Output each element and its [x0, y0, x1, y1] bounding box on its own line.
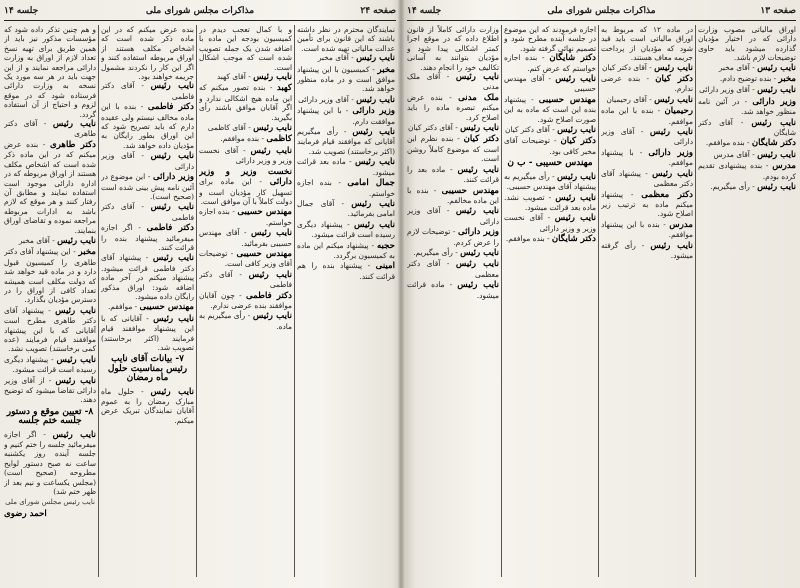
speaker-name: نایب رئیس — [248, 269, 292, 280]
speaker-line — [199, 146, 292, 166]
column-divider — [501, 25, 502, 577]
speaker-line — [101, 202, 194, 222]
speaker-line — [4, 236, 96, 246]
paragraph: - بنده اجازه خواستم. — [297, 178, 395, 198]
speaker-name: رحیمیان — [664, 106, 693, 117]
speaker-line — [199, 72, 292, 82]
speaker-line — [4, 355, 96, 375]
speaker-name: نایب رئیس — [649, 127, 693, 138]
speaker-line — [601, 169, 693, 189]
paragraph: - توضیحات آقای مخبر کافی بود. — [504, 136, 596, 156]
paragraph: - رأی میگیریم به پیشنهاد آقای مهندس حسیبی. — [504, 171, 596, 192]
speaker-line — [101, 302, 194, 312]
speaker-line — [297, 65, 395, 94]
speaker-name: مدرس — [669, 219, 693, 230]
speaker-line — [504, 234, 596, 244]
speaker-name: نایب رئیس — [356, 53, 395, 64]
speaker-name: نایب رئیس — [150, 202, 194, 213]
paragraph: - آقای دکتر شایگان — [698, 117, 796, 138]
speaker-name: نایب رئیس — [650, 240, 693, 251]
speaker-name: نایب رئیس — [356, 94, 395, 105]
speaker-line — [199, 207, 292, 227]
paragraph: - اگر اجازه میفرمائید جلسه را ختم کنیم و جلسه آینده روز یکشنبه ساعت نه صبح دستور لوایح مطروحه (صحیح است) (مجلس یکساعت و نیم بعد از ظهر ختم شد) — [4, 429, 96, 497]
speaker-line — [504, 136, 596, 156]
paragraph: - آقای دکتر فاطمی — [101, 81, 194, 101]
speaker-name: نایب رئیس — [250, 228, 292, 239]
speaker-name: نایب رئیس — [460, 123, 499, 134]
speaker-name: وزیر دارائی — [752, 96, 796, 107]
speaker-line — [601, 148, 693, 168]
speaker-name: مهندس حسیبی — [236, 248, 292, 259]
speaker-line — [101, 151, 194, 171]
paragraph: - آقای دکتر کیان — [601, 62, 652, 72]
paragraph: - آقای نخست وزیر و وزیر دارائی — [199, 145, 292, 166]
paragraph: - آقای ملک مدنی — [407, 72, 499, 92]
speaker-line — [698, 161, 796, 181]
speaker-name: نایب رئیس — [351, 198, 395, 209]
speaker-name: دکتر شایگان — [549, 53, 596, 64]
speaker-name: نایب رئیس — [554, 213, 596, 224]
paragraph: - آقای رحیمیان — [606, 94, 652, 104]
speaker-name: دکتر معظمی — [641, 189, 693, 200]
speaker-name: کهبد — [276, 83, 292, 94]
section-heading: مهندس حسیبی - ب ن — [507, 158, 593, 169]
speaker-name: وزیر دارائی — [352, 106, 395, 117]
speaker-name: مهندس حسیبی — [139, 302, 194, 313]
speaker-name: نایب رئیس — [150, 386, 194, 397]
left-page-session: جلسه ۱۴ — [4, 6, 39, 16]
speaker-line — [4, 140, 96, 235]
paragraph: - آقای مهندس حسیبی — [504, 74, 596, 94]
paragraph: - این پیشنهاد آقای دکتر طاهری را کمیسیون قبول دارد و در ماده قید خواهد شد که دولت مکلف است همیشه تعداد کافی از اوراق را در دسترس مؤدیان بگذارد. — [4, 247, 96, 305]
paragraph: - آقای دکتر معظمی — [407, 259, 499, 279]
speaker-name: نایب رئیس — [150, 151, 194, 162]
speaker-name: نایب رئیس — [355, 157, 395, 168]
paragraph: - ماده قرائت میشود. — [407, 280, 499, 300]
paragraph: - آقای دکتر کیان — [407, 123, 458, 133]
paragraph: - آقای کهبد — [216, 72, 251, 82]
right-page-number: صفحه ۱۳ — [760, 6, 796, 16]
paragraph: - با این پیشنهاد موافقت دارم. — [297, 106, 395, 126]
speaker-line — [407, 93, 499, 122]
speaker-line — [297, 157, 395, 177]
speaker-line — [407, 206, 499, 226]
speaker-name: نایب رئیس — [250, 145, 292, 156]
paragraph: - آقای مخبر — [317, 53, 354, 63]
speaker-line — [4, 119, 96, 139]
speaker-name: نایب رئیس — [352, 127, 395, 138]
paragraph: بنده عرض میکنم که در این ماده ذکر شده است که اشخاص مکلف هستند از اوراق مربوطه استفاده کنند و اگر این کار را نکردند مشمول جریمه خواهند بود. — [101, 25, 194, 82]
speaker-name: کاظمی — [266, 134, 292, 145]
column-divider — [98, 25, 99, 577]
speaker-line — [601, 74, 693, 94]
speaker-name: نایب رئیس — [152, 253, 194, 264]
speaker-name: نایب رئیس — [757, 85, 796, 96]
speaker-line — [199, 311, 292, 331]
section-heading: ۷- بیانات آقای نایب رئیس بمناسبت حلول ماه رمضان — [107, 354, 188, 384]
speaker-name: مدرس — [772, 161, 796, 172]
paragraph: - آقای مدرس — [713, 149, 755, 159]
speaker-name: دکتر شایگان — [551, 234, 596, 245]
speaker-line — [101, 314, 194, 353]
paragraph: - ماده بعد را قرائت کنند. — [407, 164, 499, 185]
paragraph: - بنده نظرم این است که موضوع کاملاً روشن است. — [407, 134, 499, 164]
speaker-line — [601, 106, 693, 126]
left-column-4 — [297, 25, 395, 581]
right-column-3 — [601, 25, 693, 581]
speaker-name: ملک مدنی — [458, 92, 499, 103]
speaker-line — [504, 95, 596, 124]
right-column-2 — [504, 25, 596, 581]
speaker-name: نایب رئیس — [751, 117, 796, 128]
speaker-line — [199, 123, 292, 133]
speaker-line — [297, 261, 395, 281]
speaker-name: نایب رئیس — [457, 164, 499, 175]
speaker-line — [407, 123, 499, 133]
speaker-line — [698, 85, 796, 95]
speaker-line — [101, 223, 194, 252]
left-header-rule — [4, 20, 396, 21]
speaker-name: نایب رئیس — [55, 305, 96, 316]
paragraph: - بنده اجازه خواستم. — [199, 207, 292, 227]
speaker-name: مهندس حسیبی — [237, 207, 292, 218]
speaker-line — [101, 253, 194, 301]
speaker-name: جمال امامی — [347, 178, 395, 189]
speaker-name: دکتر فاطمی — [147, 102, 194, 113]
speaker-line — [407, 72, 499, 92]
paragraph: - بنده با این ماده مخالف نیستم ولی عقیده دارم که باید تصریح شود که این اوراق بطور رایگان به مؤدیان داده خواهد شد. — [101, 102, 194, 150]
paragraph: - آقای وزیر دارائی — [407, 206, 499, 226]
paragraph: - بنده عرض میکنم که در این ماده ذکر شده است که اشخاص مکلف هستند از اوراق مربوطه که در اداره دارائی موجود است استفاده نمایند و مطابق آن رفتار کنند و هر موقع که لازم باشد به ادارات مربوطه مراجعه نموده و تقاضای اوراق بنمایند. — [4, 139, 96, 235]
paragraph: - بنده با این ماده موافقم. — [601, 106, 693, 126]
paragraph: - رأی میگیریم. — [413, 247, 458, 257]
paragraph: و با کمال تعجب دیدم در کمیسیون بودجه این ماده با اضافه شدن یک جمله تصویب شده است که موجب اشکال است. — [199, 25, 292, 72]
right-column-4 — [698, 25, 796, 581]
left-column-1 — [4, 25, 96, 581]
speaker-line — [297, 220, 395, 240]
speaker-name: نایب رئیس — [557, 171, 596, 182]
left-page-title: مذاکرات مجلس شورای ملی — [145, 6, 255, 16]
speaker-line — [407, 165, 499, 185]
speaker-name: نایب رئیس — [455, 72, 499, 83]
paragraph: - توضیحات آقای وزیر کافی است. — [199, 248, 292, 269]
right-page-title: مذاکرات مجلس شورای ملی — [547, 6, 656, 16]
paragraph: - بنده عرضی ندارم. — [601, 74, 693, 94]
paragraph: - پیشنهاد دیگری رسیده است قرائت میشود. — [4, 354, 96, 375]
speaker-line — [297, 127, 395, 156]
speaker-name: دکتر کیان — [560, 136, 596, 147]
speaker-name: نایب رئیس — [354, 219, 395, 230]
paragraph: - آقای وزیر دارائی — [601, 127, 693, 147]
paragraph: - کمیسیون با این پیشنهاد موافق است و در ماده منظور خواهد شد. — [297, 64, 395, 94]
speaker-line — [698, 118, 796, 138]
speaker-name: نایب رئیس — [757, 149, 796, 160]
speaker-line — [601, 190, 693, 219]
speaker-name: نایب رئیس — [252, 311, 292, 322]
column-divider — [294, 25, 295, 577]
right-page-session: جلسه ۱۴ — [407, 6, 442, 16]
paragraph: نمایندگان محترم در نظر داشته باشند که این قانون برای تأمین عدالت مالیاتی تهیه شده است. — [297, 25, 395, 53]
paragraph: - رأی میگیریم آقایانی که موافقند قیام فرمایند (اکثر برخاستند) تصویب شد. — [297, 127, 395, 156]
speaker-name: نایب رئیس — [253, 72, 292, 83]
speaker-line — [199, 83, 292, 122]
speaker-line — [199, 228, 292, 248]
speaker-name: نایب رئیس — [455, 259, 499, 270]
speaker-name: نایب رئیس — [757, 62, 796, 73]
paragraph: اوراق مالیاتی مصوب وزارت دارائی که در اختیار مؤدیان گذارده میشود باید حاوی توضیحات لازم باشد. — [698, 25, 796, 63]
paragraph: - اگر اجازه میفرمائید پیشنهاد بنده را قرائت کنند. — [101, 223, 194, 252]
paragraph: - این موضوع در آئین نامه پیش بینی شده است (صحیح است). — [101, 172, 194, 201]
speaker-line — [297, 178, 395, 198]
paragraph: - توضیحات لازم را عرض کردم. — [407, 227, 499, 247]
paragraph: - بنده موافقم. — [705, 138, 750, 148]
speaker-line — [101, 172, 194, 201]
speaker-name: نایب رئیس — [557, 125, 596, 136]
speaker-line — [698, 74, 796, 84]
speaker-name: مخبر — [778, 74, 796, 85]
paragraph: - آقای دکتر طاهری — [4, 119, 96, 139]
left-column-2 — [101, 25, 194, 581]
signature-name: احمد رضوی — [4, 508, 47, 519]
speaker-line — [297, 199, 395, 219]
speaker-line — [199, 249, 292, 269]
section-heading: ۸- تعیین موقع و دستور جلسه ختم جلسه — [6, 406, 94, 427]
paragraph: - پیشنهاد میکنم این ماده به کمیسیون برگردد. — [297, 240, 395, 260]
speaker-line — [199, 270, 292, 290]
column-divider — [598, 25, 599, 577]
speaker-line — [407, 186, 499, 206]
speaker-name: نخست وزیر و وزیر دارائی — [199, 166, 292, 188]
paragraph: - تصویب نشد. ماده بعد قرائت میشود. — [504, 192, 596, 212]
paragraph: - آقای دکتر فاطمی — [199, 269, 292, 290]
paragraph: - ماده بعد قرائت میشود. — [297, 157, 395, 177]
speaker-name: نایب رئیس — [757, 182, 796, 193]
speaker-line — [297, 241, 395, 261]
left-page-number: صفحه ۲۴ — [360, 6, 396, 16]
paragraph: - پیشنهاد آقای دکتر طاهری مطرح است آقایانی که با این پیشنهاد موافقند قیام فرمایند (عده کمی برخاستند) تصویب نشد. — [4, 305, 96, 354]
speaker-name: نایب رئیس — [253, 123, 292, 134]
paragraph: - آقای دکتر فاطمی — [101, 202, 194, 222]
paragraph: - بنده پیشنهادی تقدیم کرده بودم. — [698, 161, 796, 181]
paragraph: - حلول ماه مبارک رمضان را به عموم آقایان نمایندگان تبریک عرض میکنم. — [101, 386, 194, 425]
speaker-line — [698, 97, 796, 117]
left-column-3 — [199, 25, 292, 581]
speaker-line — [601, 220, 693, 240]
right-page — [403, 0, 800, 588]
speaker-name: نایب رئیس — [555, 74, 596, 85]
speaker-name: نایب رئیس — [55, 375, 96, 386]
speaker-line — [407, 280, 499, 300]
speaker-line — [4, 306, 96, 354]
column-divider — [695, 25, 696, 577]
speaker-line — [407, 134, 499, 163]
paragraph: - در آئین نامه منظور خواهد شد. — [698, 96, 796, 117]
speaker-name: مهندس حسیبی — [538, 94, 596, 105]
speaker-name: نایب رئیس — [457, 280, 499, 291]
paragraph: اجازه فرمودند که این موضوع در جلسه آینده مطرح شود و تصمیم نهائی گرفته شود. — [504, 25, 596, 53]
speaker-name: نایب رئیس — [150, 81, 194, 92]
speaker-line — [504, 193, 596, 213]
speaker-line — [601, 127, 693, 147]
paragraph: و هم چنین تذکر داده شود که مؤسسات مذکور نیز باید از همین طریق برای تهیه نسخ تعداد لازم از اوراق به وزارت دارائی مراجعه نمایند و از این جهت باید در هر سه مورد یک نسخه به وزارت دارائی فرستاده شود که در موقع لزوم و احتیاج از آن استفاده گردد. — [4, 25, 96, 119]
speaker-name: نایب رئیس — [52, 429, 96, 440]
paragraph: - آقای مخبر — [18, 235, 55, 245]
speaker-line — [101, 387, 194, 426]
speaker-name: نایب رئیس — [56, 354, 96, 365]
paragraph: - آقای جمال امامی بفرمائید. — [297, 198, 395, 219]
speaker-name: دکتر فاطمی — [146, 223, 194, 234]
speaker-line — [297, 53, 395, 63]
speaker-line — [4, 376, 96, 405]
speaker-line — [698, 63, 796, 73]
speaker-name: مخبر — [78, 247, 96, 258]
paragraph: - بنده موافقم. — [505, 234, 550, 244]
speaker-line — [4, 247, 96, 304]
paragraph: - آقای نخست وزیر و وزیر دارائی — [504, 213, 596, 233]
right-header-rule — [407, 20, 796, 21]
speaker-line — [698, 150, 796, 160]
speaker-name: دکتر شایگان — [751, 138, 796, 149]
paragraph: - با پیشنهاد موافقم. — [601, 147, 693, 168]
speaker-name: حجبه — [376, 240, 395, 251]
paragraph: - پیشنهاد آقای دکتر فاطمی قرائت میشود. پیشنهاد میکنم در آخر ماده اضافه شود: اوراق مذکور رایگان داده میشود. — [101, 253, 194, 301]
paragraph: - بنده توضیح دادم. — [719, 74, 777, 84]
right-column-1 — [407, 25, 499, 581]
speaker-line — [407, 259, 499, 279]
speaker-line — [698, 182, 796, 192]
speaker-line — [407, 227, 499, 247]
paragraph: - آقای مهندس حسیبی بفرمائید. — [199, 228, 292, 248]
speaker-line — [504, 74, 596, 94]
speaker-name: نایب رئیس — [455, 206, 499, 217]
speaker-line — [199, 291, 292, 311]
paragraph: - آقای وزیر دارائی — [699, 85, 755, 95]
paragraph: وزارت دارائی کاملاً از قانون اطلاع داده که در موقع اجرا کمتر اشکالی پیدا شود و مؤدیان بتوانند به آسانی تکالیف خود را انجام دهند. — [407, 25, 499, 72]
speaker-line — [199, 167, 292, 207]
speaker-line — [504, 213, 596, 233]
speaker-name: نایب رئیس — [652, 168, 693, 179]
speaker-name: دکتر کیان — [463, 134, 499, 145]
paragraph: - آقایانی که با این پیشنهاد موافقند قیام فرمایند (اکثر برخاستند) تصویب شد. — [101, 313, 194, 352]
paragraph: - این ماده برای تسهیل کار مؤدیان است و دولت کاملاً با آن موافق است. — [199, 177, 292, 206]
paragraph: - بنده موافقم. — [220, 134, 264, 144]
speaker-name: مخبر — [377, 64, 395, 75]
speaker-line — [601, 95, 693, 105]
speaker-line — [297, 95, 395, 105]
speaker-name: نایب رئیس — [555, 192, 596, 203]
speaker-name: مهندس حسیبی — [441, 185, 499, 196]
paragraph: - چون آقایان موافقند بنده عرضی ندارم. — [199, 290, 292, 310]
column-divider — [196, 25, 197, 577]
paragraph: - رأی میگیریم به ماده. — [199, 311, 292, 331]
paragraph: - پیشنهاد میکنم ماده به ترتیب زیر اصلاح شود. — [601, 189, 693, 219]
speaker-name: وزیر دارائی — [458, 227, 499, 238]
speaker-name: وزیر دارائی — [152, 172, 194, 183]
paragraph: - موافقم. — [107, 302, 138, 312]
speaker-name: نایب رئیس — [52, 119, 96, 130]
paragraph: - بنده عرض میکنم تبصره ماده را باید اصلاح کرد. — [407, 92, 499, 122]
paragraph: - بنده تصور میکنم که این ماده هیچ اشکالی ندارد و اگر آقایان موافق باشند رأی بگیرید. — [199, 83, 292, 122]
speaker-line — [4, 430, 96, 497]
speaker-name: نایب رئیس — [460, 247, 499, 258]
speaker-name: دکتر طاهری — [49, 139, 96, 150]
paragraph: در ماده ۱۲ که مربوط به اوراق مالیاتی است باید قید شود که مؤدیان از پرداخت جریمه معاف هستند. — [601, 25, 693, 63]
speaker-line — [297, 106, 395, 126]
paragraph: - بنده با این پیشنهاد موافقم. — [601, 219, 693, 240]
speaker-name: وزیر دارائی — [648, 147, 693, 158]
speaker-line — [101, 102, 194, 150]
speaker-name: امینی — [375, 261, 395, 272]
paragraph: - آقای وزیر دارائی — [101, 151, 194, 171]
paragraph: - آقای کاظمی — [207, 123, 251, 133]
speaker-line — [504, 172, 596, 192]
paragraph: - آقای وزیر دارائی — [298, 94, 354, 104]
speaker-name: دکتر کیان — [655, 74, 693, 85]
paragraph: - رأی میگیریم. — [710, 182, 755, 192]
speaker-line — [601, 241, 693, 261]
paragraph: - پیشنهاد دیگری رسیده است قرائت میشود. — [297, 219, 395, 240]
speaker-line — [698, 138, 796, 148]
speaker-line — [601, 63, 693, 73]
speaker-line — [199, 134, 292, 144]
paragraph: - بنده با این ماده مخالفم. — [407, 185, 499, 205]
speaker-name: نایب رئیس — [57, 235, 96, 246]
speaker-name: نایب رئیس — [654, 62, 693, 73]
speaker-line — [407, 248, 499, 258]
paragraph: - بنده اجازه خواستم که عرض کنم. — [504, 53, 596, 73]
paragraph: - پیشنهاد بنده این است که ماده به این صورت اصلاح شود. — [504, 94, 596, 124]
speaker-line — [101, 81, 194, 101]
paragraph: - آقای دکتر کیان — [504, 125, 555, 135]
paragraph: - از آقای وزیر دارائی تقاضا میشود که توضیح دهند. — [4, 375, 96, 405]
speaker-line — [504, 125, 596, 135]
signature-title: نایب رئیس مجلس شورای ملی — [5, 497, 95, 506]
speaker-line — [504, 53, 596, 73]
speaker-name: نایب رئیس — [654, 94, 693, 105]
speaker-name: نایب رئیس — [153, 313, 194, 324]
paragraph: - آقای مخبر — [718, 62, 755, 72]
speaker-name: دکتر فاطمی — [246, 290, 292, 301]
paragraph: - پیشنهاد آقای دکتر معظمی — [601, 168, 693, 189]
paragraph: - پیشنهاد بنده را هم قرائت کنند. — [297, 261, 395, 281]
paragraph: - رأی گرفته میشود. — [601, 240, 693, 260]
